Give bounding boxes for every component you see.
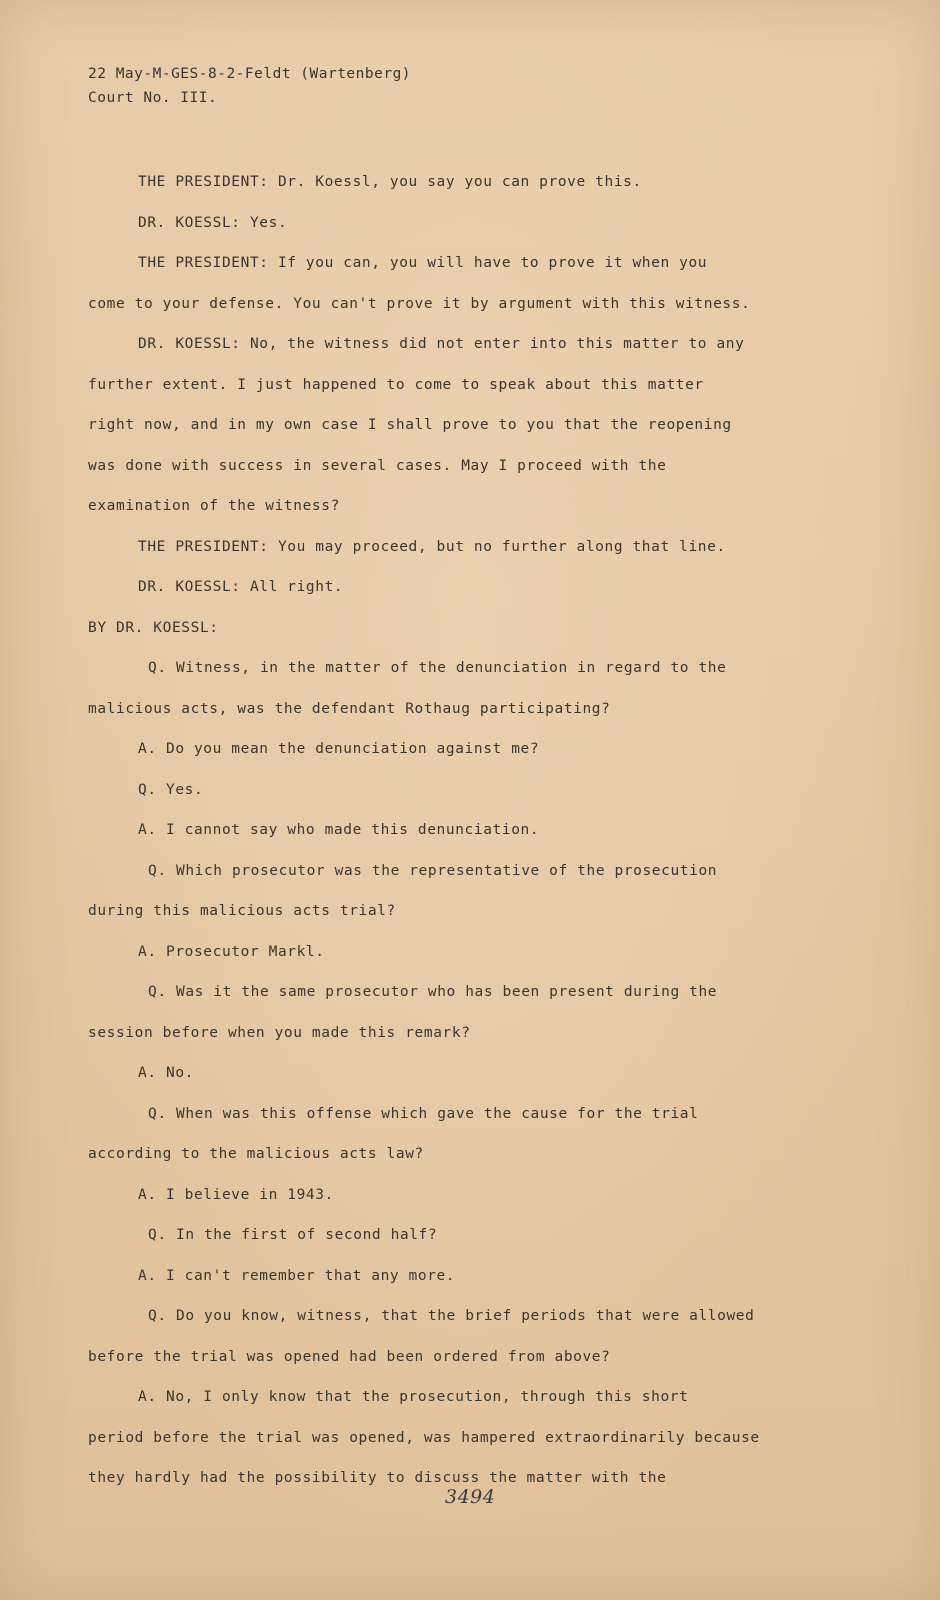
document-header [88,62,411,110]
transcript-line: they hardly had the possibility to discuss the matter with the [88,1470,667,1486]
transcript-line: BY DR. KOESSL: [88,619,219,636]
transcript-line: examination of the witness? [88,498,340,514]
page-number: 3494 [445,1486,496,1508]
transcript-line: DR. KOESSL: Yes. [138,214,288,231]
transcript-line: Q. Do you know, witness, that the brief periods that were allowed [148,1308,755,1324]
header-court-line: Court No. III. [88,90,218,106]
transcript-line: THE PRESIDENT: Dr. Koessl, you say you can prove this. [138,174,642,190]
transcript-line: before the trial was opened had been ordered from above? [88,1348,611,1365]
transcript-line: Q. When was this offense which gave the cause for the trial [148,1105,699,1122]
transcript-line: was done with success in several cases. May I proceed with the [88,457,667,474]
transcript-line: during this malicious acts trial? [88,903,396,919]
transcript-line: further extent. I just happened to come to speak about this matter [88,376,704,393]
transcript-line: Q. Which prosecutor was the representative of the prosecution [148,862,718,879]
header-session-line: 22 May-M-GES-8-2-Feldt (Wartenberg) [88,66,412,82]
transcript-line: THE PRESIDENT: If you can, you will have to prove it when you [138,255,708,271]
transcript-line: THE PRESIDENT: You may proceed, but no further along that line. [138,538,726,555]
transcript-line: malicious acts, was the defendant Rothaug participating? [88,700,611,717]
transcript-line: Q. In the first of second half? [148,1227,438,1243]
transcript-line: session before when you made this remark? [88,1024,471,1041]
transcript-line: Q. Witness, in the matter of the denunciation in regard to the [148,660,727,676]
transcript-body [88,162,848,1499]
transcript-line: DR. KOESSL: No, the witness did not enter into this matter to any [138,336,745,352]
transcript-line: A. I believe in 1943. [138,1186,334,1203]
transcript-line: right now, and in my own case I shall prove to you that the reopening [88,417,732,433]
transcript-line: Q. Was it the same prosecutor who has been present during the [148,984,718,1000]
transcript-line: A. No. [138,1065,194,1081]
transcript-line: A. No, I only know that the prosecution, through this short [138,1389,689,1405]
transcript-line: DR. KOESSL: All right. [138,579,344,595]
transcript-line: A. I cannot say who made this denunciation. [138,822,540,838]
transcript-line: Q. Yes. [138,781,204,798]
transcript-line: according to the malicious acts law? [88,1146,424,1162]
transcript-line: A. Do you mean the denunciation against me? [138,741,540,757]
transcript-line: A. Prosecutor Markl. [138,943,325,960]
transcript-line: period before the trial was opened, was hampered extraordinarily because [88,1429,760,1446]
transcript-line: come to your defense. You can't prove it by argument with this witness. [88,295,751,312]
transcript-line: A. I can't remember that any more. [138,1267,456,1284]
